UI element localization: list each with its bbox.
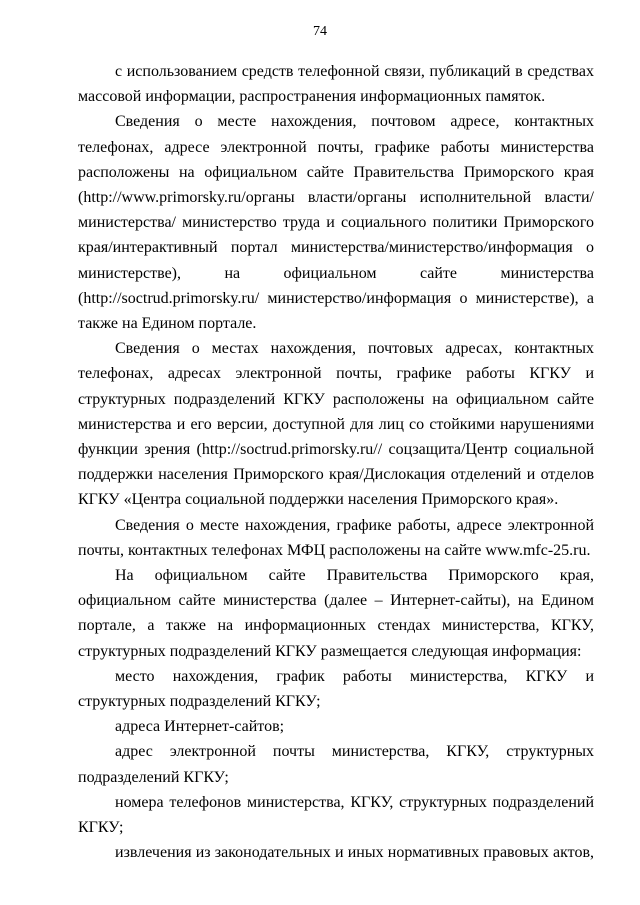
paragraph: Сведения о месте нахождения, почтовом адресе, контактных телефонах, адресе электронной почты, графике работы министерства расположены на официальном сайте Правительства Приморского края (http://www.primorsky.ru/органы власти/органы исполнительной власти/ министерства/ министерство труда и социального политики Приморского края/интерактивный портал министерства/министерство/информация о министерстве), на официальном сайте министерства (http://soctrud.primorsky.ru/ министерство/информация о министерстве), а также на Едином портале. bbox=[78, 113, 594, 333]
paragraph: с использованием средств телефонной связи, публикаций в средствах массовой информации, распространения информационных памяток. bbox=[78, 63, 594, 106]
paragraph: номера телефонов министерства, КГКУ, структурных подразделений КГКУ; bbox=[78, 793, 594, 837]
paragraph: Сведения о местах нахождения, почтовых адресах, контактных телефонах, адресах электронной почты, графике работы КГКУ и структурных подразделений КГКУ расположены на официальном сайте министерства и его версии, доступной для лиц со стойкими нарушениями функции зрения (http://soctrud.primorsky.ru// соцзащита/Центр социальной поддержки населения Приморского края/Дислокация отделений и отделов КГКУ «Центра социальной поддержки населения Приморского края». bbox=[78, 340, 594, 509]
paragraph: адреса Интернет-сайтов; bbox=[115, 718, 285, 736]
paragraph: место нахождения, график работы министерства, КГКУ и структурных подразделений КГКУ; bbox=[78, 667, 594, 711]
paragraph: извлечения из законодательных и иных нормативных правовых актов, bbox=[115, 844, 594, 862]
paragraph: Сведения о месте нахождения, графике работы, адресе электронной почты, контактных телефонах МФЦ расположены на сайте www.mfc-25.ru. bbox=[78, 516, 594, 559]
document-body bbox=[78, 59, 594, 866]
page-number: 74 bbox=[313, 24, 327, 39]
paragraph: На официальном сайте Правительства Приморского края, официальном сайте министерства (далее – Интернет-сайты), на Едином портале, а также на информационных стендах министерства, КГКУ, структурных подразделений КГКУ размещается следующая информация: bbox=[78, 567, 594, 660]
paragraph: адрес электронной почты министерства, КГКУ, структурных подразделений КГКУ; bbox=[78, 743, 594, 786]
